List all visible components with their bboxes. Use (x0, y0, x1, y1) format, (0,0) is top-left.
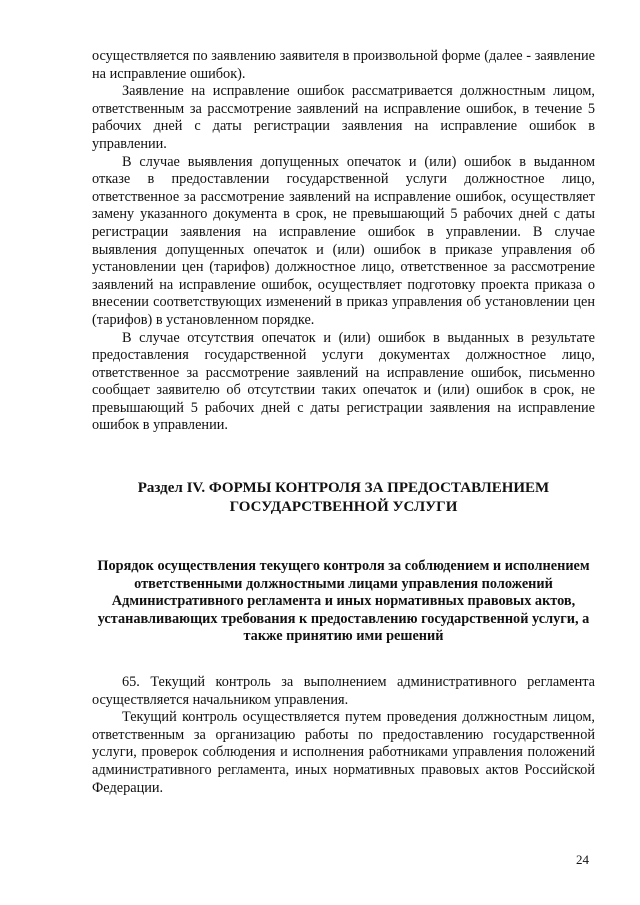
page-number: 24 (576, 852, 589, 867)
document-page (92, 48, 595, 797)
section-title (92, 479, 595, 516)
paragraph-no-errors: В случае отсутствия опечаток и (или) ошибок в выданных в результате предоставления государственной услуги документах должностное лицо, ответственное за рассмотрение заявлений на исправление ошибок, письменно сообщает заявителю об отсутствии таких опечаток и (или) ошибок в срок, не превышающий 5 рабочих дней с даты регистрации заявления на исправление ошибок в управлении. (92, 329, 595, 434)
section-title-line-1: Раздел IV. ФОРМЫ КОНТРОЛЯ ЗА ПРЕДОСТАВЛЕНИЕМ (137, 480, 550, 497)
subsection-title: Порядок осуществления текущего контроля за соблюдением и исполнением ответственными должностными лицами управления положений Административного регламента и иных нормативных правовых актов, устанавливающих требования к предоставлению государственной услуги, а также принятию ими решений (97, 558, 590, 645)
paragraph-review-period: Заявление на исправление ошибок рассматривается должностным лицом, ответственным за рассмотрение заявлений на исправление ошибок, в течение 5 рабочих дней с даты регистрации заявления на исправление ошибок в управлении. (92, 83, 595, 152)
paragraph-errors-found: В случае выявления допущенных опечаток и (или) ошибок в выданном отказе в предоставлении государственной услуги должностное лицо, ответственное за рассмотрение заявлений на исправление ошибок, осуществляет замену указанного документа в срок, не превышающий 5 рабочих дней с даты регистрации заявления на исправление ошибок в управлении. В случае выявления допущенных опечаток и (или) ошибок в приказе управления об установлении цен (тарифов) должностное лицо, ответственное за рассмотрение заявлений на исправление ошибок, осуществляет подготовку проекта приказа о внесении соответствующих изменений в приказ управления об установлении цен (тарифов) в установленном порядке. (92, 153, 595, 328)
section-title-line-2: ГОСУДАРСТВЕННОЙ УСЛУГИ (229, 498, 458, 515)
paragraph-65: 65. Текущий контроль за выполнением административного регламента осуществляется начальником управления. (92, 674, 595, 708)
paragraph-continuation: осуществляется по заявлению заявителя в произвольной форме (далее - заявление на исправление ошибок). (92, 48, 595, 82)
paragraph-current-control: Текущий контроль осуществляется путем проведения должностным лицом, ответственным за организацию работы по предоставлению государственной услуги, проверок соблюдения и исполнения работниками управления положений административного регламента, иных нормативных правовых актов Российской Федерации. (92, 709, 595, 796)
